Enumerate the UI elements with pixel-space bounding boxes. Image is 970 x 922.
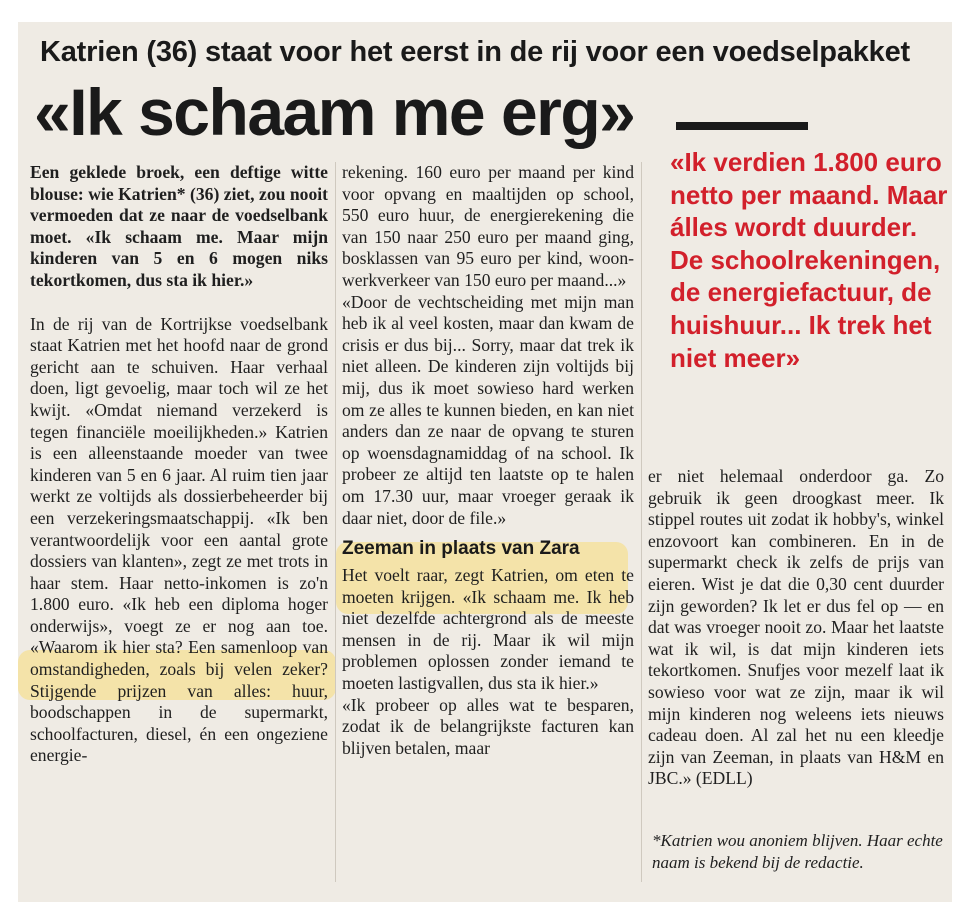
column-2-paragraph-1: rekening. 160 euro per maand per kind voor opvang en maaltijden op school, 550 euro huur, de energierekening die van 150 naar 250 euro per maand ging, bosklassen van 95 euro per kind, woon-werkverkeer van 150 euro per maand...» xyxy=(342,162,634,290)
article-column-3 xyxy=(648,466,944,790)
article-lead: Een geklede broek, een deftige witte blouse: wie Katrien* (36) ziet, zou nooit vermoeden dat ze naar de voedselbank moet. «Ik schaam me. Maar mijn kinderen van 5 en 6 mogen niks tekortkomen, dus sta ik hier.» xyxy=(30,162,328,290)
column-1-body: In de rij van de Kortrijkse voedselbank staat Katrien met het hoofd naar de grond gericht aan te schuiven. Haar verhaal doen, ligt gevoelig, maar toch wil ze het kwijt. «Omdat niemand verzekerd is tegen financiële moeilijkheden.» Katrien is een alleenstaande moeder van twee kinderen van 5 en 6 jaar. Al ruim tien jaar werkt ze voltijds als dossierbeheerder bij een verzekeringsmaatschappij. «Ik ben verantwoordelijk voor een aantal grote dossiers van klanten», zegt ze met trots in haar stem. Haar netto-inkomen is zo'n 1.800 euro. «Ik heb een diploma hoger onderwijs», voegt ze er nog aan toe. «Waarom ik hier sta? Een samenloop van omstandigheden, zoals bij velen zeker? Stijgende prijzen van alles: huur, boodschappen in de supermarkt, schoolfacturen, diesel, én een ongeziene energie- xyxy=(30,313,328,766)
article-footnote: *Katrien wou anoniem blijven. Haar echte naam is bekend bij de redactie. xyxy=(652,831,943,872)
column-divider xyxy=(335,162,336,882)
article-subhead: Zeeman in plaats van Zara xyxy=(342,538,580,560)
article-headline: «Ik schaam me erg» xyxy=(34,75,635,149)
column-2-paragraph-4: «Ik probeer op alles wat te besparen, zodat ik de belangrijkste facturen kan blijven betalen, maar xyxy=(342,694,634,758)
headline-rule xyxy=(676,122,808,130)
column-2-paragraph-3: Het voelt raar, zegt Katrien, om eten te moeten krijgen. «Ik schaam me. Ik heb niet dezelfde achtergrond als de meeste mensen in de rij. Maar ik wil mijn problemen oplossen zonder iemand te moeten lastigvallen, dus sta ik hier.» xyxy=(342,565,634,694)
pull-quote: «Ik verdien 1.800 euro netto per maand. Maar álles wordt duurder. De schoolrekeningen, de energiefactuur, de huishuur... Ik trek het niet meer» xyxy=(670,147,948,373)
column-2-paragraph-2: «Door de vechtscheiding met mijn man heb ik al veel kosten, maar dan kwam de crisis er dus bij... Sorry, maar dat trek ik niet alleen. De kinderen zijn voltijds bij mij, dus ik moet sowieso hard werken om ze alles te kunnen bieden, en kan niet anders dan ze naar de opvang te sturen op woensdagnamiddag of na school. Ik probeer ze altijd ten laatste op te halen om 17.30 uur, maar vroeger geraak ik daar niet, door de file.» xyxy=(342,291,634,528)
newspaper-clipping xyxy=(18,22,952,902)
article-column-1 xyxy=(30,162,328,767)
article-kicker: Katrien (36) staat voor het eerst in de rij voor een voedselpakket xyxy=(40,36,910,68)
article-column-2 xyxy=(342,162,634,759)
column-divider xyxy=(641,162,642,882)
column-3-body: er niet helemaal onderdoor ga. Zo gebruik ik geen droogkast meer. Ik stippel routes uit zodat ik hobby's, winkel enzovoort kan combineren. En in de supermarkt check ik zelfs de prijs van eieren. Wist je dat die 0,30 cent duurder zijn geworden? Ik let er dus fel op — en dat was vroeger nooit zo. Maar het laatste wat ik wil, is dat mijn kinderen iets tekortkomen. Snufjes voor mezelf laat ik sowieso voor wat ze zijn, maar ik wil mijn kinderen nog weleens iets nieuws cadeau doen. Al zal het nu een kleedje zijn van Zeeman, in plaats van H&M en JBC.» (EDLL) xyxy=(648,466,944,789)
